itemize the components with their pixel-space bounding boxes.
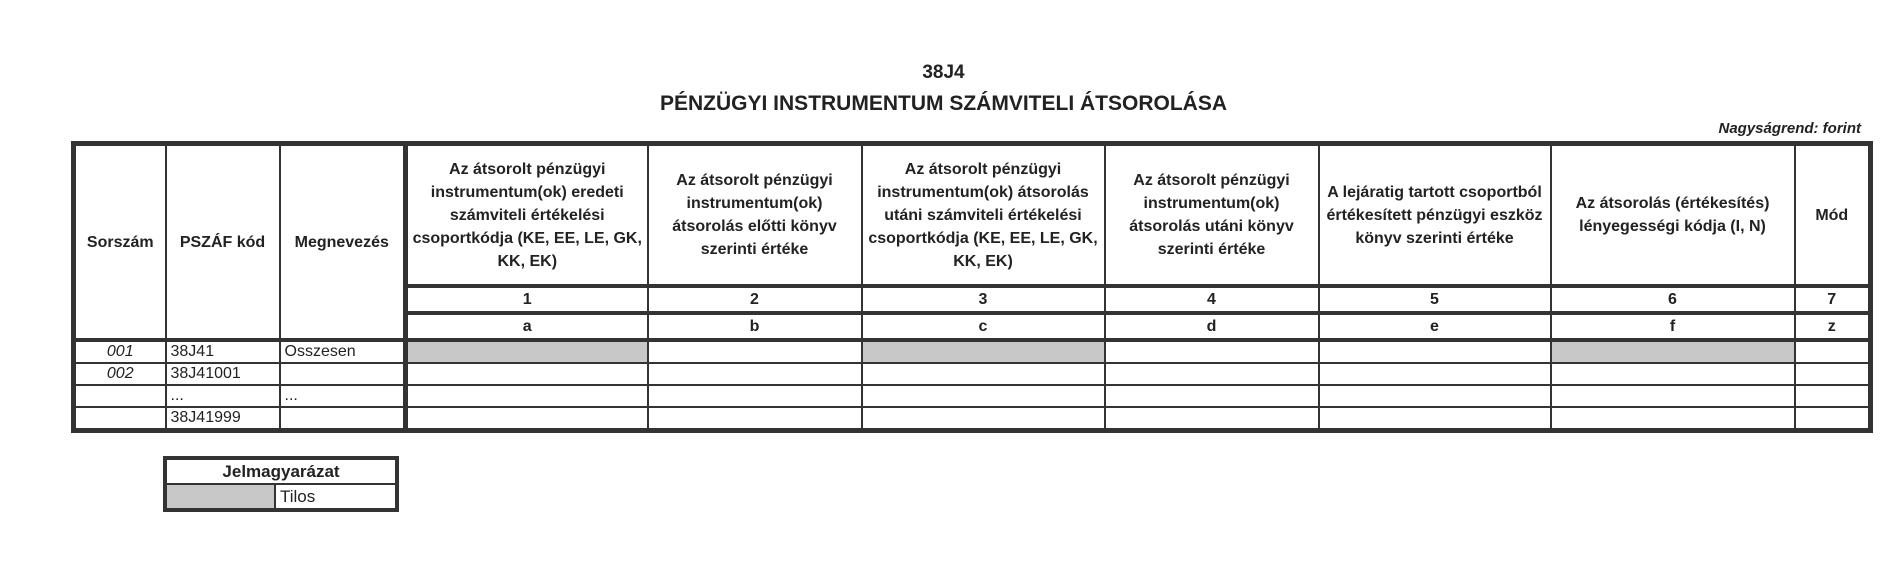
- table-row: [74, 340, 1871, 363]
- data-cell[interactable]: [1795, 385, 1871, 407]
- legend-table: [163, 456, 399, 512]
- data-cell[interactable]: [862, 363, 1105, 385]
- data-cell[interactable]: [1795, 340, 1871, 363]
- row-code: ...: [166, 385, 280, 407]
- column-number: 6: [1551, 286, 1795, 313]
- data-cell[interactable]: [406, 407, 648, 431]
- data-cell[interactable]: [1105, 407, 1319, 431]
- legend-label: Tilos: [275, 484, 397, 510]
- row-name: [280, 407, 406, 431]
- column-letter: z: [1795, 313, 1871, 340]
- data-cell[interactable]: [648, 407, 862, 431]
- forbidden-cell: [862, 340, 1105, 363]
- data-cell[interactable]: [1319, 340, 1551, 363]
- data-cell[interactable]: [648, 385, 862, 407]
- column-header-4: Az átsorolt pénzügyi instrumentum(ok) átsorolás utáni könyv szerinti értéke: [1105, 144, 1319, 287]
- row-code: 38J41999: [166, 407, 280, 431]
- row-sorszam: [74, 407, 166, 431]
- data-cell[interactable]: [1319, 407, 1551, 431]
- main-table: [71, 141, 1873, 433]
- column-header-6: Az átsorolás (értékesítés) lényegességi kódja (I, N): [1551, 144, 1795, 287]
- form-code: 38J4: [922, 62, 965, 83]
- column-letter: a: [406, 313, 648, 340]
- column-header-1: Az átsorolt pénzügyi instrumentum(ok) eredeti számviteli értékelési csoportkódja (KE, EE, LE, GK, KK, EK): [406, 144, 648, 287]
- forbidden-cell: [1551, 340, 1795, 363]
- data-cell[interactable]: [1105, 340, 1319, 363]
- data-cell[interactable]: [1105, 363, 1319, 385]
- column-header-sorszam: Sorszám: [74, 144, 166, 341]
- data-cell[interactable]: [1551, 407, 1795, 431]
- form-title: PÉNZÜGYI INSTRUMENTUM SZÁMVITELI ÁTSOROLÁSA: [660, 92, 1227, 115]
- column-letter: c: [862, 313, 1105, 340]
- column-header-3: Az átsorolt pénzügyi instrumentum(ok) átsorolás utáni számviteli értékelési csoportkódja (KE, EE, LE, GK, KK, EK): [862, 144, 1105, 287]
- row-name: ...: [280, 385, 406, 407]
- column-header-5: A lejáratig tartott csoportból értékesített pénzügyi eszköz könyv szerinti értéke: [1319, 144, 1551, 287]
- data-cell[interactable]: [1795, 407, 1871, 431]
- column-header-pszaf-kod: PSZÁF kód: [166, 144, 280, 341]
- row-sorszam: [74, 385, 166, 407]
- data-cell[interactable]: [1105, 385, 1319, 407]
- column-number: 4: [1105, 286, 1319, 313]
- data-cell[interactable]: [862, 385, 1105, 407]
- row-name: Osszesen: [280, 340, 406, 363]
- column-number: 7: [1795, 286, 1871, 313]
- row-sorszam: 001: [74, 340, 166, 363]
- table-row: [74, 363, 1871, 385]
- column-letter: e: [1319, 313, 1551, 340]
- data-cell[interactable]: [1795, 363, 1871, 385]
- column-number: 3: [862, 286, 1105, 313]
- column-letter: f: [1551, 313, 1795, 340]
- data-cell[interactable]: [1319, 363, 1551, 385]
- table-row: [74, 385, 1871, 407]
- column-header-2: Az átsorolt pénzügyi instrumentum(ok) átsorolás előtti könyv szerinti értéke: [648, 144, 862, 287]
- data-cell[interactable]: [648, 363, 862, 385]
- legend-title: Jelmagyarázat: [165, 458, 397, 484]
- data-cell[interactable]: [406, 385, 648, 407]
- table-row: [74, 407, 1871, 431]
- column-letter: b: [648, 313, 862, 340]
- data-cell[interactable]: [648, 340, 862, 363]
- legend-swatch: [165, 484, 275, 510]
- column-header-megnevezes: Megnevezés: [280, 144, 406, 341]
- data-cell[interactable]: [1551, 385, 1795, 407]
- header-row: [74, 144, 1871, 287]
- row-code: 38J41: [166, 340, 280, 363]
- unit-label: Nagyságrend: forint: [1718, 120, 1861, 137]
- column-letter: d: [1105, 313, 1319, 340]
- row-name: [280, 363, 406, 385]
- data-cell[interactable]: [862, 407, 1105, 431]
- column-number: 5: [1319, 286, 1551, 313]
- column-header-7: Mód: [1795, 144, 1871, 287]
- column-number: 2: [648, 286, 862, 313]
- row-code: 38J41001: [166, 363, 280, 385]
- row-sorszam: 002: [74, 363, 166, 385]
- forbidden-cell: [406, 340, 648, 363]
- data-cell[interactable]: [1319, 385, 1551, 407]
- data-cell[interactable]: [406, 363, 648, 385]
- column-number: 1: [406, 286, 648, 313]
- data-cell[interactable]: [1551, 363, 1795, 385]
